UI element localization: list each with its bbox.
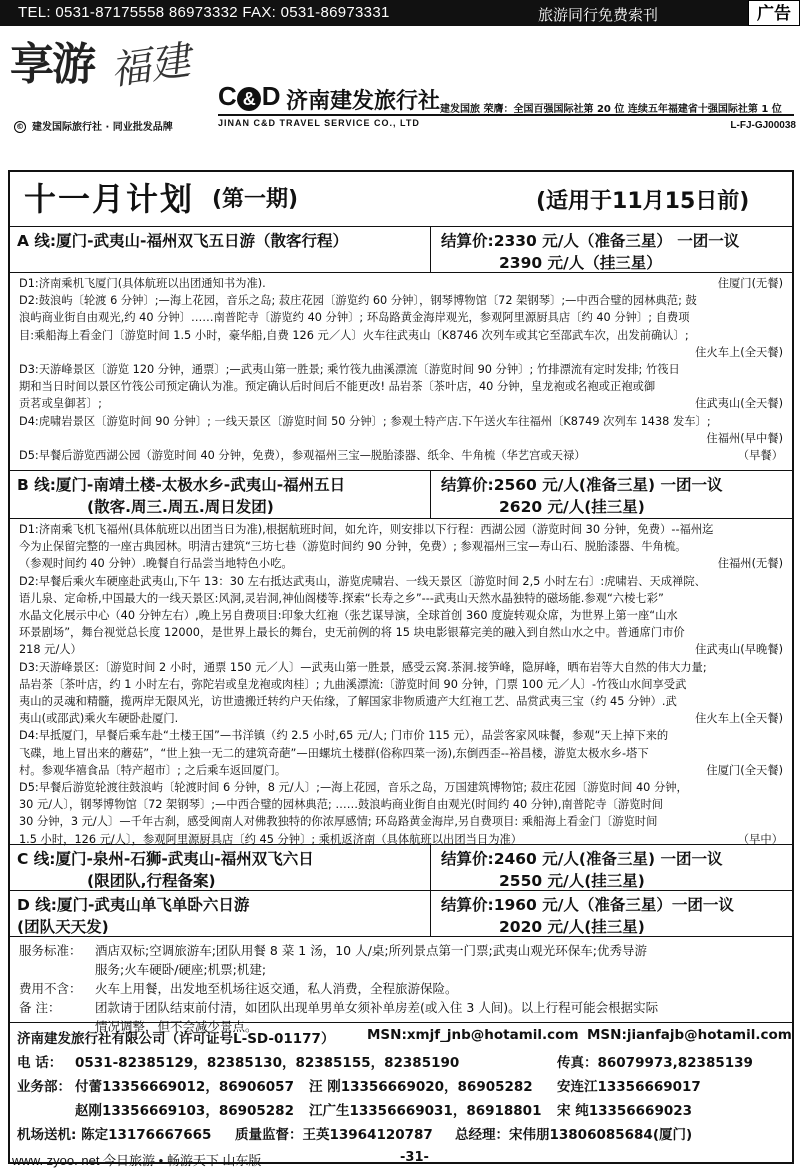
footer-staff-4: 赵刚13356669103，86905282 xyxy=(75,1103,294,1119)
line-a-title: A 线:厦门-武夷山-福州双飞五日游（散客行程） xyxy=(17,232,348,250)
itinerary-line xyxy=(19,538,783,555)
service-note-label: 备 注： xyxy=(19,1000,61,1015)
itinerary-line xyxy=(19,361,783,378)
itinerary-line xyxy=(19,430,783,447)
itinerary-text: 环景剧场”，舞台视觉总长度 12000，是世界上最长的舞台，史无前例的将 15 块电影银幕完美的融入到自然山水之中。普通席门市价 xyxy=(19,626,685,640)
line-d-price-cell xyxy=(431,891,793,936)
itinerary-text: D2:鼓浪屿〔轮渡 6 分钟〕;—海上花园，音乐之岛; 菽庄花园〔游览约 60 分钟〕，钢琴博物馆〔72 架钢琴〕;—中西合璧的园林典范; 鼓 xyxy=(19,294,697,308)
footer-staff-1: 付蕾13356669012，86906057 xyxy=(75,1079,294,1095)
itinerary-text: D4:早抵厦门，早餐后乘车赴“土楼王国”—书洋镇（约 2.5 小时,65 元/人; 门市价 115 元），品尝客家风味餐，参观“天上掉下来的 xyxy=(19,729,669,743)
line-b-price-2: 2620 元/人(挂三星) xyxy=(499,498,645,516)
line-d-price-2: 2020 元/人(挂三星) xyxy=(499,918,645,936)
top-bar xyxy=(0,0,800,26)
itinerary-line xyxy=(19,659,783,676)
plan-issue: (第一期) xyxy=(212,187,299,212)
line-b-itinerary xyxy=(9,518,793,844)
contact-footer xyxy=(9,1022,793,1144)
itinerary-text: D3:天游峰景区:〔游览时间 2 小时，通票 150 元／人〕—武夷山第一胜景，感受云窝.茶洞.接笋峰，隐屏峰，晒布岩等大自然的伟大力量; xyxy=(19,660,707,674)
itinerary-line xyxy=(19,521,783,538)
itinerary-text: D5:早餐后游览轮渡往鼓浪屿〔轮渡时间 6 分钟，8 元/人〕;—海上花园，音乐之岛，万国建筑博物馆; 菽庄花园〔游览时间 40 分钟， xyxy=(19,781,688,795)
line-b-subtitle: (散客.周三.周五.周日发团) xyxy=(87,498,274,516)
service-standard-text-2: 服务;火车硬卧/硬座;机票;机建; xyxy=(95,962,267,977)
calligraphy-logo-b: 福建 xyxy=(107,37,194,95)
footer-staff-3: 安连江13356669017 xyxy=(557,1079,701,1095)
itinerary-line xyxy=(19,727,783,744)
footer-tel: 0531-82385129，82385130，82385155，82385190 xyxy=(75,1055,460,1071)
itinerary-line xyxy=(19,813,783,830)
line-a-price-cell xyxy=(431,227,793,272)
itinerary-line xyxy=(19,447,783,464)
itinerary-text: 今为止保留完整的一座古典园林。明清古建筑“三坊七巷（游览时间约 90 分钟，免费）; 参观福州三宝—寿山石、脱胎漆器、牛角梳。 xyxy=(19,540,687,554)
itinerary-meal: 住武夷山(早晚餐) xyxy=(695,643,783,657)
brand-note-text: 建发国际旅行社 · 同业批发品牌 xyxy=(32,122,173,133)
service-note xyxy=(19,998,783,1017)
page-number: -31- xyxy=(400,1150,429,1165)
itinerary-text: D1:济南乘飞机飞福州(具体航班以出团当日为准),根据航班时间，如允许，则安排以下行程：西湖公园（游览时间 30 分钟，免费）--福州迄 xyxy=(19,523,714,536)
itinerary-text: 30 元/人〕，钢琴博物馆〔72 架钢琴〕;—中西合璧的园林典范; ……鼓浪屿商业街自由观光(时间约 40 分钟),南普陀寺〔游览时间 xyxy=(19,798,664,812)
itinerary-text: 品岩茶〔茶叶店，约 1 小时左右，弥陀岩或皇龙袍或肉桂〕; 九曲溪漂流:〔游览时间 90 分钟，门票 100 元／人〕-竹筏山水间享受武 xyxy=(19,677,687,691)
plan-apply-date: (适用于11月15日前) xyxy=(536,189,750,214)
line-c-price-1: 结算价:2460 元/人(准备三星) 一团一议 xyxy=(441,850,723,868)
line-a-price-2: 2390 元/人（挂三星） xyxy=(499,254,662,272)
plan-heading xyxy=(8,168,794,224)
footer-company: 济南建发旅行社有限公司（许可证号L-SD-01177） xyxy=(17,1031,335,1047)
footer-msn-1: MSN:xmjf_jnb@hotamil.com xyxy=(367,1027,579,1043)
itinerary-text: D2:早餐后乘火车硬座赴武夷山,下午 13：30 左右抵达武夷山，游览虎啸岩、一线天景区〔游览时间 2,5 小时左右〕:虎啸岩、天成禅院、 xyxy=(19,574,706,588)
footer-manager: 总经理：宋伟朋13806085684(厦门) xyxy=(455,1127,693,1143)
line-a-price-1: 结算价:2330 元/人（准备三星） 一团一议 xyxy=(441,232,740,250)
itinerary-text: D1:济南乘机飞厦门(具体航班以出团通知书为准). xyxy=(19,277,266,290)
cd-logo xyxy=(218,81,280,112)
license-number: L-FJ-GJ00038 xyxy=(730,120,796,131)
honor-text: 建发国旅 荣膺：全国百强国际社第 20 位 连续五年福建省十强国际社第 1 位 xyxy=(440,104,782,115)
footer-staff-2: 汪 刚13356669020，86905282 xyxy=(309,1079,533,1095)
itinerary-line xyxy=(19,309,783,326)
line-c-price-2: 2550 元/人(挂三星) xyxy=(499,872,645,890)
line-c-price-cell xyxy=(431,845,793,890)
itinerary-text: 贡茗或皇御茗〕; xyxy=(19,397,102,411)
slogan: 旅游同行免费索刊 xyxy=(538,6,659,24)
service-standard-label: 服务标准： xyxy=(19,943,82,958)
itinerary-meal: 住厦门(全天餐) xyxy=(706,763,783,777)
itinerary-text: 浪屿商业街自由观光,约 40 分钟〕……南普陀寺〔游览约 40 分钟〕; 环岛路黄金海岸观光，参观阿里源厨具店〔约 40 分钟〕; 自费项 xyxy=(19,311,690,325)
ad-tag: 广告 xyxy=(748,0,800,26)
itinerary-line xyxy=(19,641,783,658)
itinerary-text: 语儿泉、定命桥,中国最大的一线天景区:风洞,灵岩洞,神仙阁楼等.探索“长寿之乡”---武夷山天然水晶独特的磁场能.参观“六棱七彩” xyxy=(19,591,664,605)
brand-header xyxy=(0,26,800,136)
company-name: 济南建发旅行社 xyxy=(286,89,441,114)
itinerary-text: D4:虎啸岩景区〔游览时间 90 分钟〕; 一线天景区〔游览时间 50 分钟〕; 参观土特产店.下午送火车往福州〔K8749 次列车 1438 发车〕; xyxy=(19,414,711,428)
itinerary-meal: 住福州(早中餐) xyxy=(706,431,783,445)
itinerary-meal: 住武夷山(全天餐) xyxy=(695,397,783,411)
itinerary-text: D3:天游峰景区〔游览 120 分钟，通票〕;—武夷山第一胜景; 乘竹筏九曲溪漂流〔游览时间 90 分钟〕; 竹排漂流有定时发排; 竹筏日 xyxy=(19,363,680,377)
itinerary-text: 1.5 小时，126 元/人〕，参观阿里源厨具店〔约 45 分钟〕; 乘机返济南（具体航班以出团当日为准） xyxy=(19,832,523,846)
footer-tel-label: 电 话： xyxy=(17,1055,63,1071)
line-d-header xyxy=(9,890,793,936)
itinerary-text: 期和当日时间以景区竹筏公司预定确认为准。预定确认后时间后不能更改! 品岩茶〔茶叶店，40 分钟，皇龙袍或名袍或正袍或御 xyxy=(19,380,656,394)
line-a-header xyxy=(9,226,793,272)
cd-logo-d: D xyxy=(261,81,280,111)
service-excluded xyxy=(19,979,783,998)
service-standard-text-1: 酒店双标;空调旅游车;团队用餐 8 菜 1 汤，10 人/桌;所列景点第一门票;武夷山观光环保车;优秀导游 xyxy=(95,943,647,958)
itinerary-line xyxy=(19,779,783,796)
footer-staff-6: 宋 纯13356669023 xyxy=(557,1103,693,1119)
itinerary-line xyxy=(19,607,783,624)
footer-msn-2: MSN:jianfajb@hotamil.com xyxy=(587,1027,792,1043)
itinerary-meal: 住厦门(无餐) xyxy=(717,277,783,290)
itinerary-text: （参观时间约 40 分钟）.晚餐自行品尝当地特色小吃。 xyxy=(19,557,293,571)
line-d-title: D 线:厦门-武夷山单飞单卧六日游 xyxy=(17,896,250,914)
itinerary-text: 目:乘船海上看金门〔游览时间 1.5 小时，豪华船,自费 126 元／人〕火车往武夷山〔K8746 次列车或其它至邵武车次，出发前确认〕; xyxy=(19,328,689,342)
itinerary-line xyxy=(19,573,783,590)
itinerary-line xyxy=(19,275,783,292)
calligraphy-logo: 享游 xyxy=(10,39,94,90)
footer-staff-5: 江广生13356669031，86918801 xyxy=(309,1103,542,1119)
line-d-subtitle: (团队天天发) xyxy=(17,918,109,936)
itinerary-meal: （早中） xyxy=(737,832,783,846)
line-a-title-cell xyxy=(9,227,431,272)
brand-note xyxy=(14,118,173,133)
itinerary-line xyxy=(19,378,783,395)
itinerary-line xyxy=(19,327,783,344)
itinerary-text: 30 分钟，3 元/人〕—千年古刹，感受闽南人对佛教独特的你浓厚感情; 环岛路黄金海岸,另自费项目: 乘船海上看金门〔游览时间 xyxy=(19,815,658,829)
itinerary-meal: 住福州(无餐) xyxy=(717,557,783,571)
itinerary-line xyxy=(19,676,783,693)
itinerary-text: 水晶文化展示中心（40 分钟左右）,晚上另自费项目:印象大红袍（张艺谋导演，全球首创 360 度旋转观众席，为世界上第一座“山水 xyxy=(19,609,678,623)
line-b-title-cell xyxy=(9,471,431,518)
itinerary-line xyxy=(19,762,783,779)
line-c-header xyxy=(9,844,793,890)
cd-logo-c: C xyxy=(218,81,236,111)
itinerary-line xyxy=(19,693,783,710)
service-excluded-text: 火车上用餐，出发地至机场往返交通，私人消费，全程旅游保险。 xyxy=(95,981,458,996)
itinerary-line xyxy=(19,796,783,813)
footer-dept-label: 业务部： xyxy=(17,1079,71,1095)
line-a-itinerary xyxy=(9,272,793,470)
line-b-price-cell xyxy=(431,471,793,518)
itinerary-line xyxy=(19,292,783,309)
itinerary-text: 飞碟，地上冒出来的蘑菇”，“世上独一无二的建筑奇葩”—田螺坑土楼群(俗称四菜一汤),东倒西歪--裕昌楼，游览太极水乡-塔下 xyxy=(19,746,649,760)
line-b-title: B 线:厦门-南靖土楼-太极水乡-武夷山-福州五日 xyxy=(17,476,346,494)
itinerary-meal: 住火车上(全天餐) xyxy=(695,345,783,359)
itinerary-text: 夷山的灵魂和精髓，揽两岸无限风光，访世遗搬迁转约户天佑缘，了解国家非物质遗产大红袍工艺、品赏武夷三宝（约 45 分钟）.武 xyxy=(19,695,677,709)
line-b-header xyxy=(9,470,793,518)
itinerary-line xyxy=(19,745,783,762)
copyright-icon: © xyxy=(16,122,24,131)
itinerary-line xyxy=(19,624,783,641)
itinerary-text: 村。参观华禧食品〔特产超市〕; 之后乘车返回厦门。 xyxy=(19,763,287,777)
service-standard xyxy=(19,941,783,960)
itinerary-text: 夷山(或邵武)乘火车硬卧赴厦门. xyxy=(19,712,179,726)
itinerary-meal: （早餐） xyxy=(737,449,783,463)
line-c-title-cell xyxy=(9,845,431,890)
footer-airport: 机场送机: 陈定13176667665 xyxy=(17,1127,212,1143)
footer-quality: 质量监督：王英13964120787 xyxy=(235,1127,433,1143)
line-d-title-cell xyxy=(9,891,431,936)
plan-title: 十一月计划 xyxy=(24,180,195,218)
magazine-site: www. zyoo. net 今日旅游 • 畅游天下 山东版 xyxy=(12,1153,262,1168)
service-note-text-2: 情况调整，但不会减少景点。 xyxy=(95,1019,258,1034)
itinerary-line xyxy=(19,413,783,430)
itinerary-text: 218 元/人） xyxy=(19,643,82,657)
service-terms xyxy=(9,936,793,1034)
service-note-text-1: 团款请于团队结束前付清，如团队出现单男单女须补单房差(或入住 3 人间)。以上行程可能会根据实际 xyxy=(95,1000,659,1015)
itinerary-line xyxy=(19,590,783,607)
itinerary-line xyxy=(19,555,783,572)
line-c-title: C 线:厦门-泉州-石狮-武夷山-福州双飞六日 xyxy=(17,850,314,868)
line-b-price-1: 结算价:2560 元/人(准备三星) 一团一议 xyxy=(441,476,723,494)
line-c-subtitle: (限团队,行程备案) xyxy=(87,872,216,890)
cd-logo-amp: & xyxy=(237,87,261,111)
service-excluded-label: 费用不含： xyxy=(19,981,82,996)
line-d-price-1: 结算价:1960 元/人（准备三星）一团一议 xyxy=(441,896,734,914)
bottom-strip xyxy=(8,1148,794,1170)
contact-line: TEL: 0531-87175558 86973332 FAX: 0531-86973331 xyxy=(18,4,390,21)
itinerary-text: D5:早餐后游览西湖公园（游览时间 40 分钟，免费），参观福州三宝—脱胎漆器、纸伞、牛角梳（华艺宫或天禄） xyxy=(19,449,586,463)
itinerary-line xyxy=(19,344,783,361)
company-name-en: JINAN C&D TRAVEL SERVICE CO., LTD xyxy=(218,118,420,128)
itinerary-line xyxy=(19,395,783,412)
itinerary-meal: 住火车上(全天餐) xyxy=(695,712,783,726)
itinerary-line xyxy=(19,710,783,727)
footer-fax: 传真：86079973,82385139 xyxy=(557,1055,753,1071)
